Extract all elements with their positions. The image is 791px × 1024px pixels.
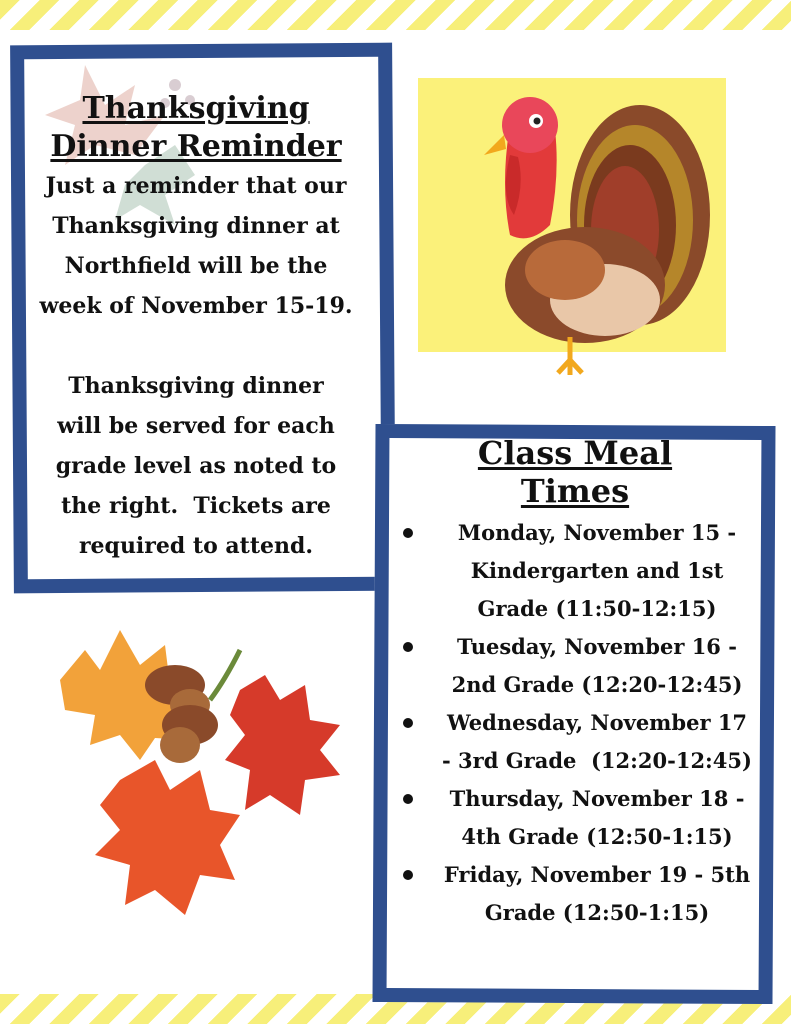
- list-item-line: Kindergarten and 1st: [470, 558, 724, 583]
- meal-times-title-line2: Times: [520, 472, 630, 510]
- bullet-icon: [403, 794, 413, 804]
- meal-times-title-line1: Class Meal: [477, 434, 673, 472]
- reminder-para1-line3: Northfield will be the: [64, 253, 328, 279]
- reminder-section: [26, 90, 366, 566]
- reminder-title-line1: Thanksgiving: [82, 91, 310, 126]
- turkey-icon: [470, 85, 710, 375]
- list-item: [395, 704, 755, 780]
- list-item-line: - 3rd Grade (12:20-12:45): [442, 748, 752, 773]
- reminder-para2-line1: Thanksgiving dinner: [68, 373, 324, 399]
- list-item-line: Grade (11:50-12:15): [477, 596, 717, 621]
- top-stripe-border: [0, 0, 791, 30]
- reminder-para2-line2: will be served for each: [57, 413, 335, 439]
- list-item-line: Wednesday, November 17: [446, 710, 748, 735]
- reminder-para2-line3: grade level as noted to: [55, 453, 337, 479]
- reminder-title-line2: Dinner Reminder: [50, 129, 342, 164]
- list-item: [395, 780, 755, 856]
- list-item-line: Grade (12:50-1:15): [484, 900, 710, 925]
- bullet-icon: [403, 642, 413, 652]
- reminder-para1-line2: Thanksgiving dinner at: [52, 213, 340, 239]
- list-item-line: Thursday, November 18 -: [449, 786, 745, 811]
- list-item-line: 2nd Grade (12:20-12:45): [451, 672, 743, 697]
- meal-times-section: [395, 434, 755, 932]
- reminder-para2-line5: required to attend.: [78, 533, 314, 559]
- list-item-line: Friday, November 19 - 5th: [443, 862, 751, 887]
- reminder-para1-line1: Just a reminder that our: [45, 173, 347, 199]
- list-item: [395, 514, 755, 628]
- list-item-line: 4th Grade (12:50-1:15): [461, 824, 733, 849]
- bullet-icon: [403, 718, 413, 728]
- autumn-leaves-icon: [40, 620, 370, 930]
- bullet-icon: [403, 870, 413, 880]
- bullet-icon: [403, 528, 413, 538]
- list-item-line: Tuesday, November 16 -: [457, 634, 737, 659]
- meal-times-list: [395, 514, 755, 932]
- reminder-para1-line4: week of November 15-19.: [39, 293, 353, 319]
- reminder-para2-line4: the right. Tickets are: [61, 493, 331, 519]
- list-item: [395, 628, 755, 704]
- list-item-line: Monday, November 15 -: [457, 520, 737, 545]
- list-item: [395, 856, 755, 932]
